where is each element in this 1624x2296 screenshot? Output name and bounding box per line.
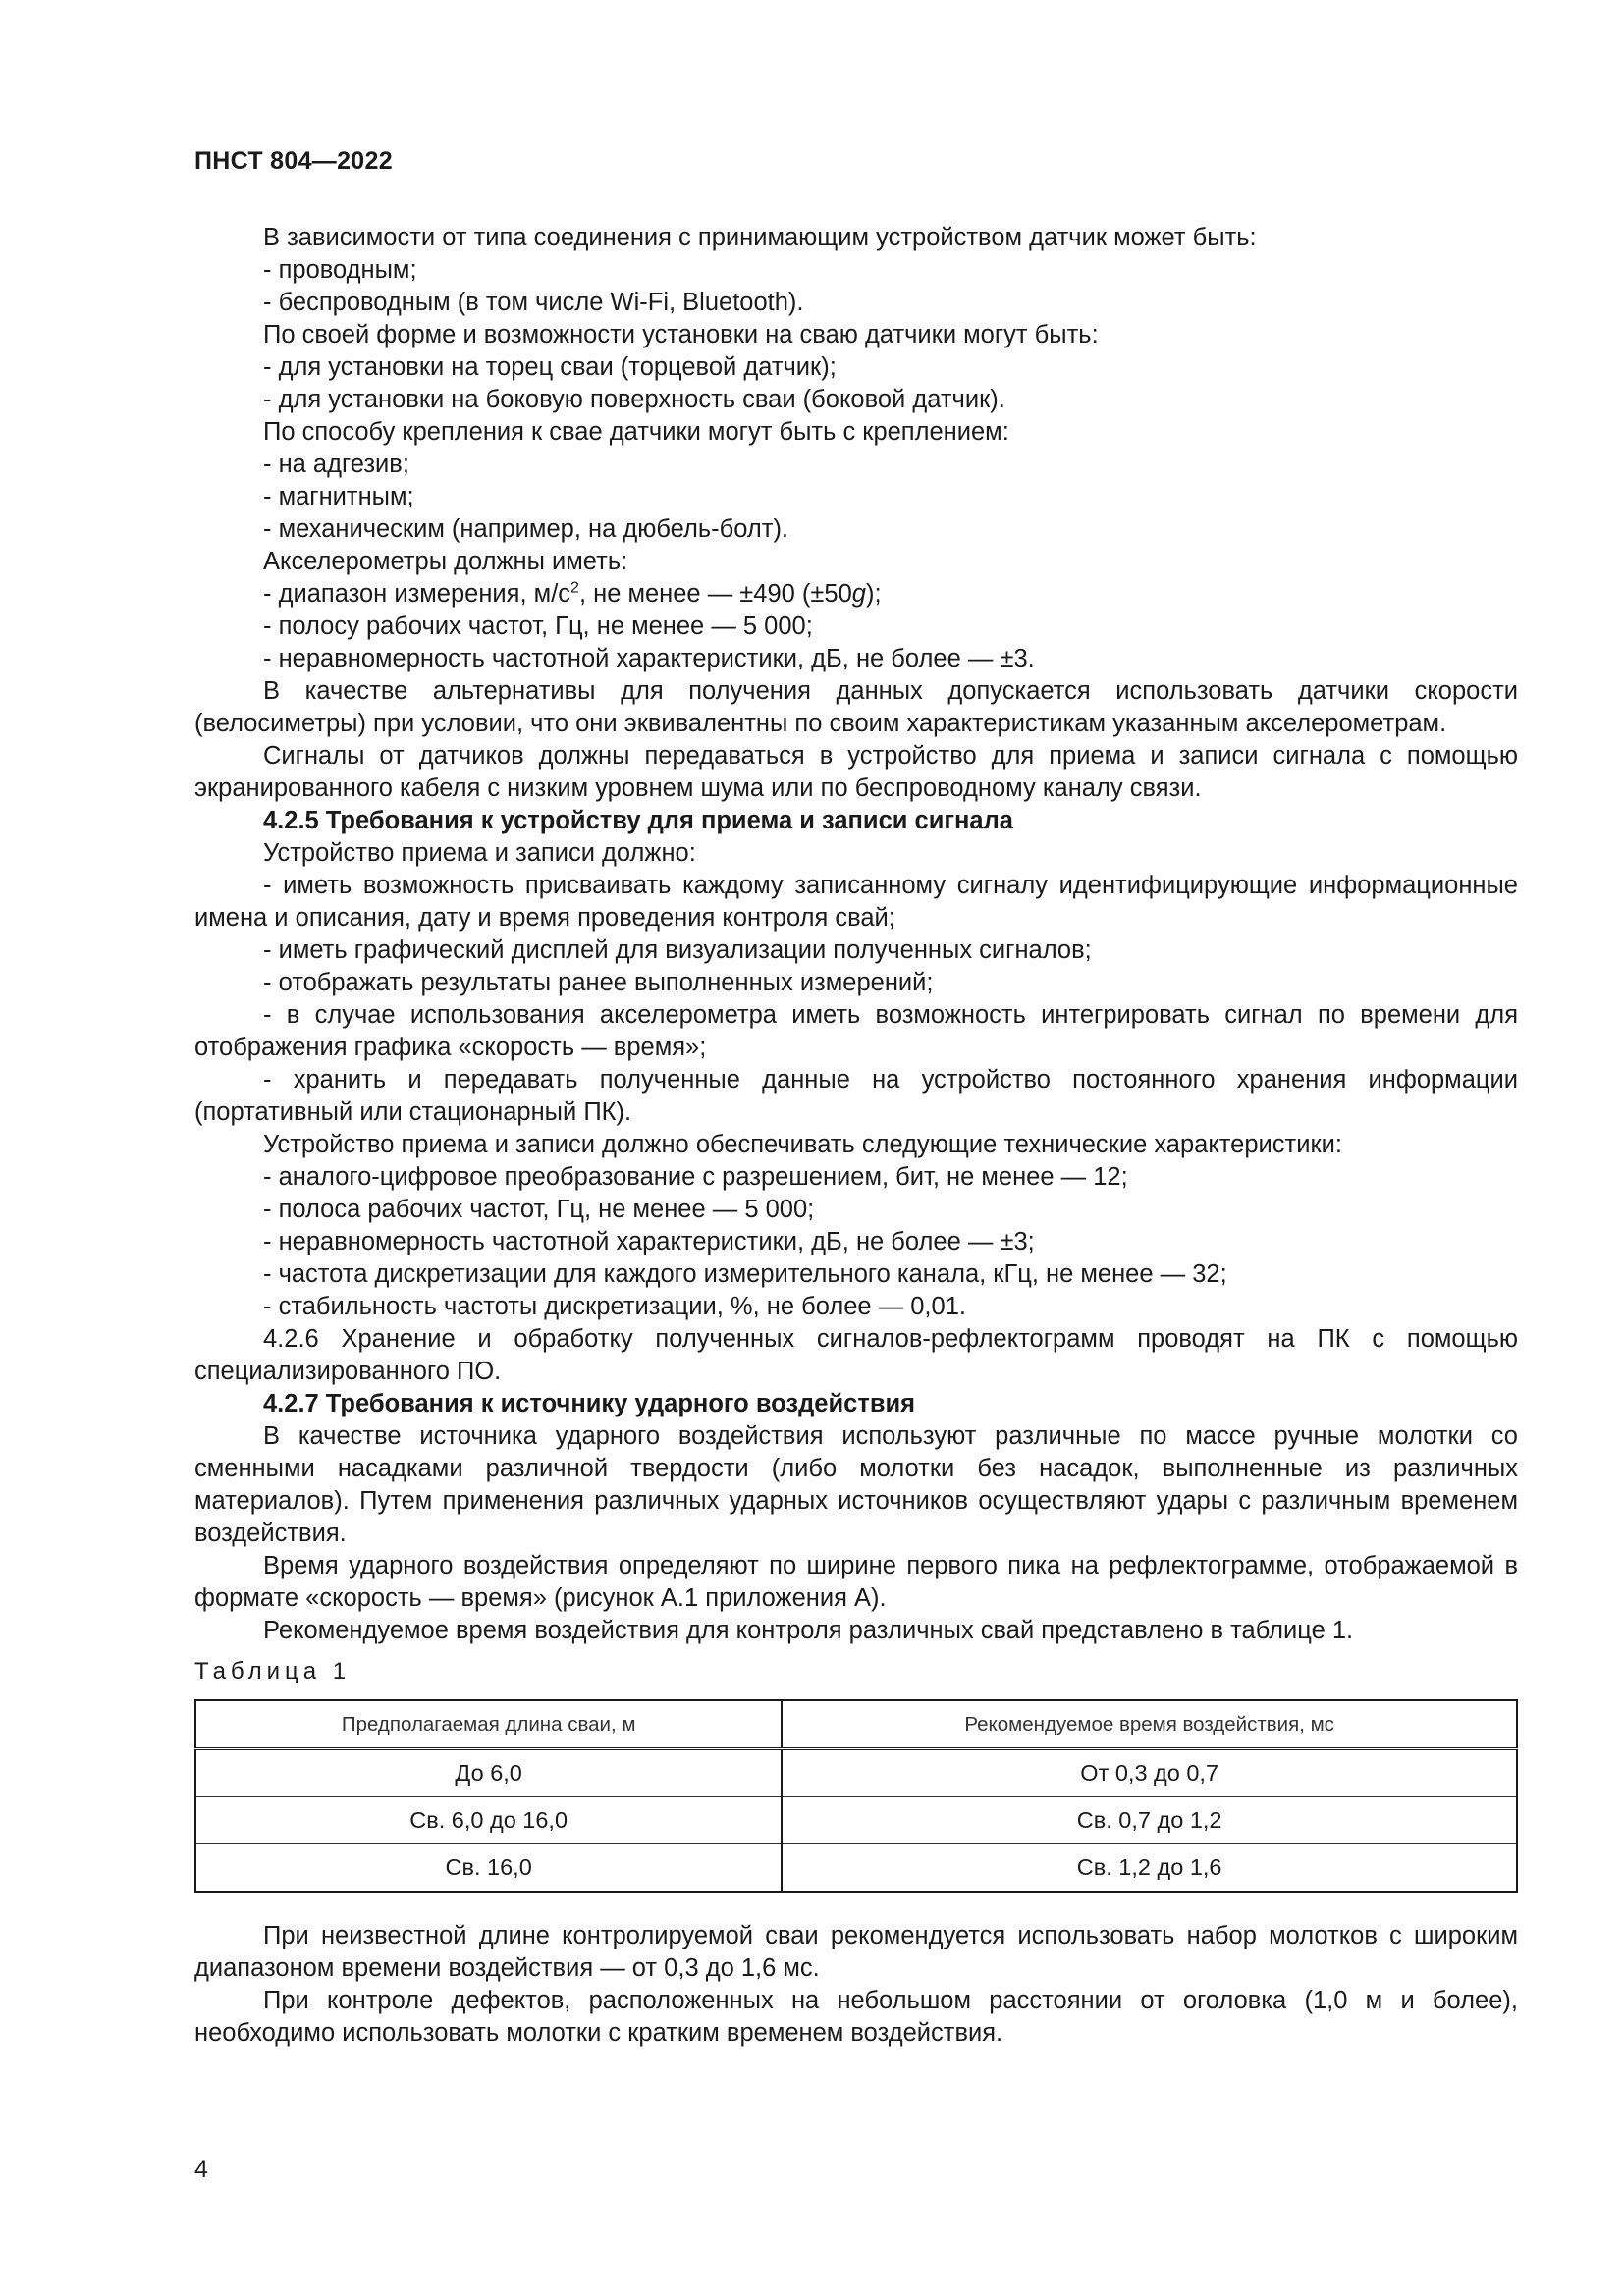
list-item: - на адгезив;	[263, 451, 409, 478]
cell-time: Св. 1,2 до 1,6	[782, 1844, 1517, 1893]
paragraph: Устройство приема и записи должно:	[263, 839, 696, 867]
table-row	[195, 1797, 1517, 1844]
list-item: - магнитным;	[263, 483, 414, 510]
cell-time: От 0,3 до 0,7	[782, 1749, 1517, 1797]
column-header-pile-length: Предполагаемая длина сваи, м	[195, 1700, 782, 1749]
list-item: - иметь возможность присваивать каждому записанному сигналу идентифицирующие информационные имена и описания, дату и время проведения контроля свай;	[194, 872, 1518, 932]
range-text-a: - диапазон измерения, м/с	[263, 580, 571, 608]
cell-length: Св. 6,0 до 16,0	[195, 1797, 782, 1844]
section-heading-4-2-5: 4.2.5 Требования к устройству для приема и записи сигнала	[263, 807, 1013, 834]
paragraph: Сигналы от датчиков должны передаваться в устройство для приема и записи сигнала с помощью экранированного кабеля с низким уровнем шума или по беспроводному каналу связи.	[194, 742, 1518, 802]
table-row	[195, 1844, 1517, 1893]
range-text-c: );	[865, 580, 882, 608]
paragraph: Время ударного воздействия определяют по ширине первого пика на рефлектограмме, отображаемой в формате «скорость — время» (рисунок А.1 приложения А).	[194, 1552, 1518, 1612]
list-item: - в случае использования акселерометра иметь возможность интегрировать сигнал по времени для отображения графика «скорость — время»;	[194, 1001, 1518, 1061]
paragraph: Рекомендуемое время воздействия для контроля различных свай представлено в таблице 1.	[263, 1617, 1354, 1644]
cell-length: Св. 16,0	[195, 1844, 782, 1893]
list-item: - неравномерность частотной характеристики, дБ, не более — ±3;	[263, 1228, 1035, 1255]
range-g-symbol: g	[851, 580, 866, 608]
section-heading-4-2-7: 4.2.7 Требования к источнику ударного воздействия	[263, 1390, 916, 1417]
table-header-row	[195, 1700, 1517, 1749]
list-item: - аналого-цифровое преобразование с разрешением, бит, не менее — 12;	[263, 1163, 1128, 1191]
list-item: - механическим (например, на дюбель-болт).	[263, 515, 789, 543]
list-item-range	[194, 578, 1518, 611]
list-item: - беспроводным (в том числе Wi-Fi, Bluetooth).	[263, 289, 804, 316]
cell-time: Св. 0,7 до 1,2	[782, 1797, 1517, 1844]
paragraph: Устройство приема и записи должно обеспечивать следующие технические характеристики:	[263, 1131, 1342, 1158]
table-caption: Таблица 1	[194, 1658, 352, 1684]
table-row	[195, 1749, 1517, 1797]
list-item: - хранить и передавать полученные данные на устройство постоянного хранения информации (портативный или стационарный ПК).	[194, 1066, 1518, 1126]
cell-length: До 6,0	[195, 1749, 782, 1797]
paragraph: По способу крепления к свае датчики могут быть с креплением:	[263, 418, 1009, 446]
document-code: ПНСТ 804—2022	[194, 147, 393, 175]
paragraph: Акселерометры должны иметь:	[263, 548, 628, 575]
paragraph: По своей форме и возможности установки на сваю датчики могут быть:	[263, 321, 1099, 348]
range-text-b: , не менее — ±490 (±50	[578, 580, 852, 608]
paragraph: В качестве источника ударного воздействия используют различные по массе ручные молотки со сменными насадками различной твердости (либо молотки без насадок, выполненные из различных материалов). Путем применения различных ударных источников осуществляют удары с различным временем воздействия.	[194, 1422, 1518, 1547]
impact-time-table	[194, 1699, 1518, 1893]
list-item: - отображать результаты ранее выполненных измерений;	[263, 969, 934, 996]
list-item: - полоса рабочих частот, Гц, не менее — 5 000;	[263, 1196, 815, 1223]
list-item: - иметь графический дисплей для визуализации полученных сигналов;	[263, 936, 1092, 964]
list-item: - проводным;	[263, 256, 417, 284]
list-item: - стабильность частоты дискретизации, %, не более — 0,01.	[263, 1293, 966, 1320]
paragraph: В качестве альтернативы для получения данных допускается использовать датчики скорости (велосиметры) при условии, что они эквивалентны по своим характеристикам указанным акселерометрам.	[194, 677, 1518, 737]
page-number: 4	[194, 2156, 208, 2183]
paragraph: При контроле дефектов, расположенных на небольшом расстоянии от оголовка (1,0 м и более), необходимо использовать молотки с кратким временем воздействия.	[194, 1987, 1518, 2047]
paragraph-4-2-6: 4.2.6 Хранение и обработку полученных сигналов-рефлектограмм проводят на ПК с помощью специализированного ПО.	[194, 1325, 1518, 1385]
list-item: - для установки на торец сваи (торцевой датчик);	[263, 353, 837, 381]
range-superscript: 2	[570, 579, 579, 597]
list-item: - для установки на боковую поверхность сваи (боковой датчик).	[263, 386, 1005, 413]
page-body	[194, 222, 1518, 2050]
list-item: - неравномерность частотной характеристики, дБ, не более — ±3.	[263, 645, 1035, 672]
column-header-impact-time: Рекомендуемое время воздействия, мс	[782, 1700, 1517, 1749]
list-item: - частота дискретизации для каждого измерительного канала, кГц, не менее — 32;	[263, 1260, 1227, 1288]
paragraph: При неизвестной длине контролируемой сваи рекомендуется использовать набор молотков с широким диапазоном времени воздействия — от 0,3 до 1,6 мс.	[194, 1922, 1518, 1982]
paragraph: В зависимости от типа соединения с принимающим устройством датчик может быть:	[263, 224, 1257, 251]
list-item: - полосу рабочих частот, Гц, не менее — 5 000;	[263, 613, 813, 640]
